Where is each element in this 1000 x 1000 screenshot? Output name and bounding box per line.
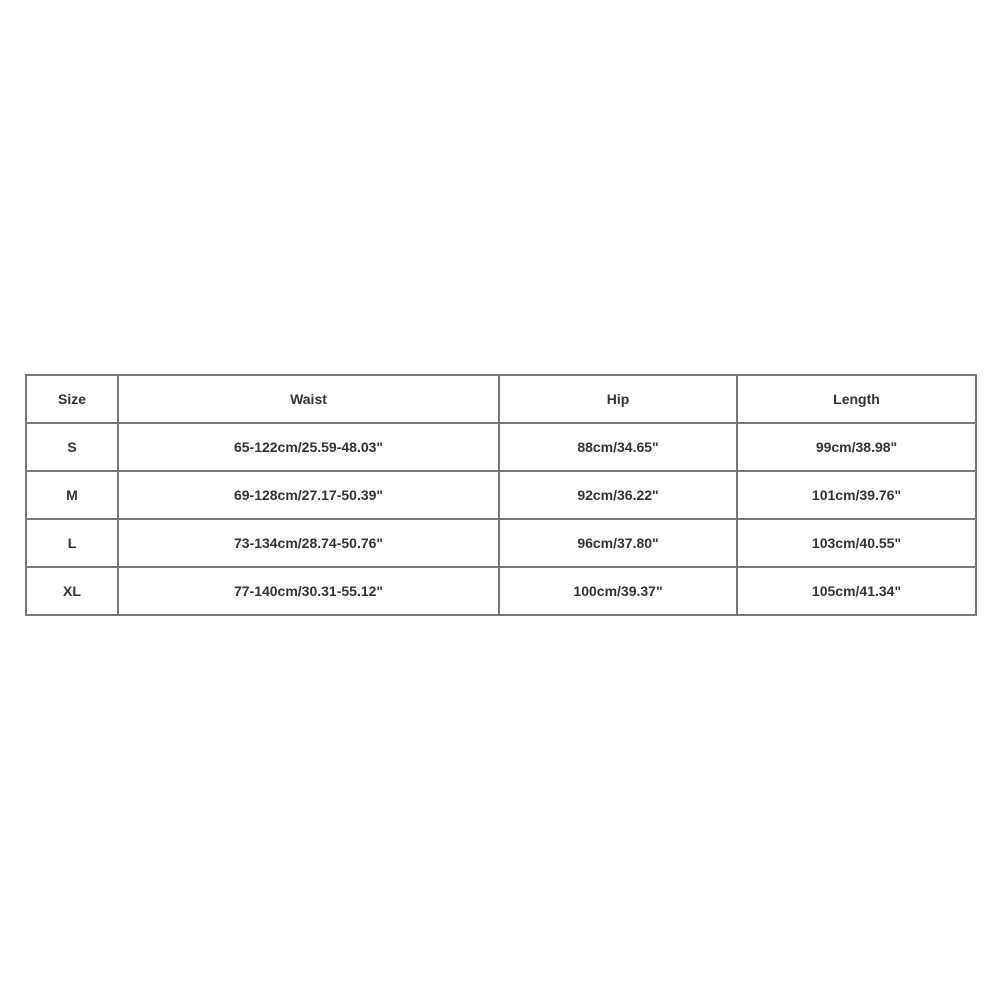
cell-waist: 73-134cm/28.74-50.76" (118, 519, 499, 567)
table-row (26, 567, 976, 615)
cell-length: 99cm/38.98" (737, 423, 976, 471)
header-size: Size (26, 375, 118, 423)
header-waist: Waist (118, 375, 499, 423)
size-chart-table (25, 374, 977, 616)
cell-hip: 88cm/34.65" (499, 423, 737, 471)
cell-size: M (26, 471, 118, 519)
cell-size: L (26, 519, 118, 567)
table-row (26, 519, 976, 567)
cell-hip: 96cm/37.80" (499, 519, 737, 567)
cell-length: 105cm/41.34" (737, 567, 976, 615)
table-row (26, 423, 976, 471)
cell-length: 101cm/39.76" (737, 471, 976, 519)
cell-waist: 77-140cm/30.31-55.12" (118, 567, 499, 615)
header-length: Length (737, 375, 976, 423)
cell-size: XL (26, 567, 118, 615)
table-header-row (26, 375, 976, 423)
table-row (26, 471, 976, 519)
cell-waist: 65-122cm/25.59-48.03" (118, 423, 499, 471)
cell-hip: 92cm/36.22" (499, 471, 737, 519)
cell-length: 103cm/40.55" (737, 519, 976, 567)
cell-waist: 69-128cm/27.17-50.39" (118, 471, 499, 519)
cell-hip: 100cm/39.37" (499, 567, 737, 615)
header-hip: Hip (499, 375, 737, 423)
cell-size: S (26, 423, 118, 471)
